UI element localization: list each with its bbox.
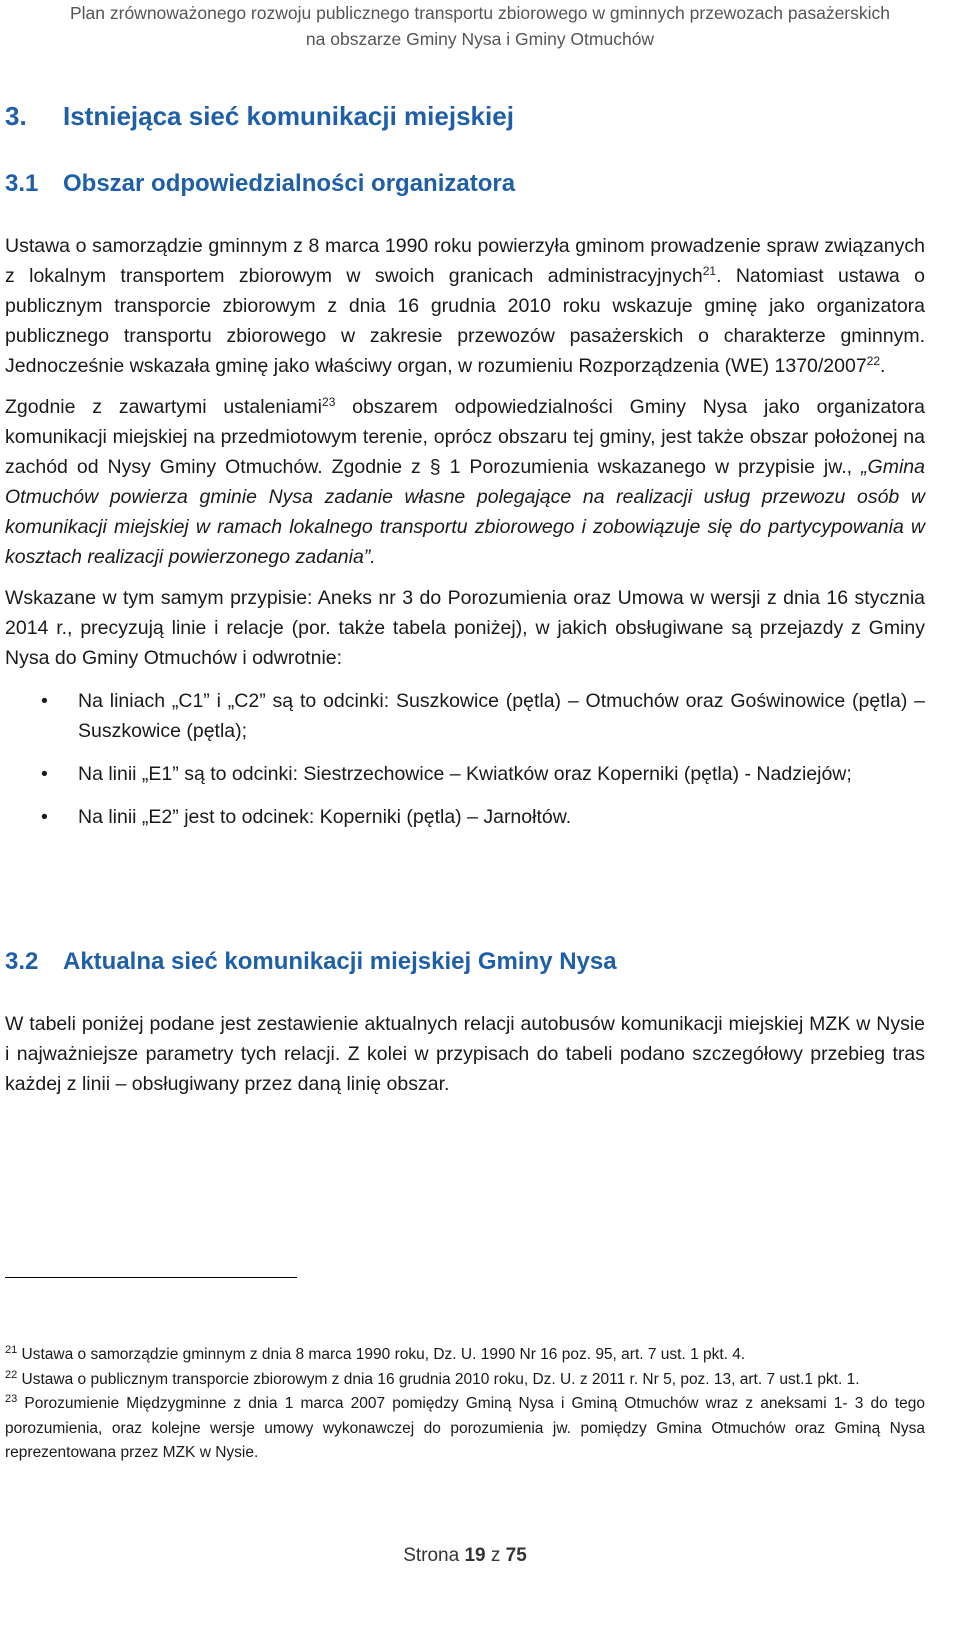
running-header [0,0,960,52]
footnote-text: Ustawa o publicznym transporcie zbiorowym z dnia 16 grudnia 2010 roku, Dz. U. z 2011 r. Nr 5, poz. 13, art. 7 ust.1 pkt. 1. [17,1370,860,1388]
quoted-agreement: „Gmina Otmuchów powierza gminie Nysa zadanie własne polegające na realizacji usług przewozu osób w komunikacji miejskiej w ramach lokalnego transportu zbiorowego i zobowiązuje się do partycypowania w kosztach realizacji powierzonego zadania”. [5,456,925,568]
list-item-text: Na linii „E1” są to odcinki: Siestrzechowice – Kwiatków oraz Koperniki (pętla) - Nadziejów; [78,763,852,785]
footnote-ref-23[interactable]: 23 [322,395,336,409]
footnote-ref-22[interactable]: 22 [866,354,881,368]
footnote-21 [5,1343,925,1368]
heading-number: 3.1 [5,170,39,197]
page-number [0,1545,930,1567]
paragraph-3: Wskazane w tym samym przypisie: Aneks nr 3 do Porozumienia oraz Umowa w wersji z dnia 16 stycznia 2014 r., precyzują linie i relacje (por. także tabela poniżej), w jakich obsługiwane są przejazdy z Gminy Nysa do Gminy Otmuchów i odwrotnie: [5,587,925,669]
footnotes [5,1343,925,1466]
paragraph-1: W tabeli poniżej podane jest zestawienie aktualnych relacji autobusów komunikacji miejskiej MZK w Nysie i najważniejsze parametry tych relacji. Z kolei w przypisach do tabeli podano szczegółowy przebieg tras każdej z linii – obsługiwany przez daną linię obszar. [5,1013,925,1095]
list-item [5,802,925,832]
section-3-1-body [5,231,925,832]
heading-title: Istniejąca sieć komunikacji miejskiej [63,101,514,131]
footnote-number: 23 [5,1393,18,1405]
bullet-icon: • [41,806,48,828]
footnote-22 [5,1368,925,1393]
page-of: z [490,1545,501,1566]
page-label: Strona [403,1545,460,1566]
text-run: Zgodnie z zawartymi ustaleniami [5,396,323,418]
heading-section-3-1 [5,170,515,198]
footnote-separator [5,1277,297,1278]
heading-title: Aktualna sieć komunikacji miejskiej Gminy Nysa [63,948,617,975]
line-list [5,686,925,832]
header-line-1: Plan zrównoważonego rozwoju publicznego transportu zbiorowego w gminnych przewozach pasażerskich [69,3,891,23]
bullet-icon: • [41,763,48,785]
text-run: Ustawa o samorządzie gminnym z 8 marca 1990 roku powierzyła gminom prowadzenie spraw związanych z lokalnym transportem zbiorowym w swoich granicach administracyjnych [5,235,925,287]
text-run: . Natomiast ustawa o publicznym transporcie zbiorowym z dnia 16 grudnia 2010 roku wskazuje gminę jako organizatora publicznego transportu zbiorowego w zakresie przewozów pasażerskich o charakterze gminnym. Jednocześnie wskazała gminę jako właściwy organ, w rozumieniu Rozporządzenia (WE) 1370/2007 [5,265,925,377]
header-line-2: na obszarze Gminy Nysa i Gminy Otmuchów [305,29,655,49]
paragraph-2 [5,392,925,572]
bullet-icon: • [41,690,48,712]
page-current: 19 [464,1545,486,1566]
heading-number: 3.2 [5,948,39,975]
list-item-text: Na linii „E2” jest to odcinek: Koperniki (pętla) – Jarnołtów. [78,806,572,828]
text-run: obszarem odpowiedzialności Gminy Nysa jako organizatora komunikacji miejskiej na przedmiotowym terenie, oprócz obszaru tej gminy, jest także obszar położonej na zachód od Nysy Gminy Otmuchów. Zgodnie z § 1 Porozumienia wskazanego w przypisie jw., [5,396,925,478]
heading-section-3-2 [5,948,617,976]
section-3-2-body [5,1009,925,1099]
heading-title: Obszar odpowiedzialności organizatora [63,170,516,197]
page-total: 75 [505,1545,527,1566]
footnote-number: 21 [5,1344,18,1356]
heading-section-3 [5,101,514,132]
heading-number: 3. [5,101,27,131]
footnote-ref-21[interactable]: 21 [702,264,717,278]
footnote-text: Ustawa o samorządzie gminnym z dnia 8 marca 1990 roku, Dz. U. 1990 Nr 16 poz. 95, art. 7 ust. 1 pkt. 4. [17,1346,746,1363]
footnote-number: 22 [5,1368,18,1381]
list-item [5,686,925,746]
paragraph-1 [5,231,925,381]
text-run: . [880,355,886,377]
footnote-23 [5,1392,925,1466]
list-item [5,759,925,789]
list-item-text: Na liniach „C1” i „C2” są to odcinki: Suszkowice (pętla) – Otmuchów oraz Goświnowice (pętla) – Suszkowice (pętla); [78,690,925,742]
footnote-text: Porozumienie Międzygminne z dnia 1 marca 2007 pomiędzy Gminą Nysa i Gminą Otmuchów wraz z aneksami 1- 3 do tego porozumienia, oraz kolejne wersje umowy wykonawczej do porozumienia jw. pomiędzy Gmina Otmuchów oraz Gminą Nysa reprezentowana przez MZK w Nysie. [5,1395,925,1461]
